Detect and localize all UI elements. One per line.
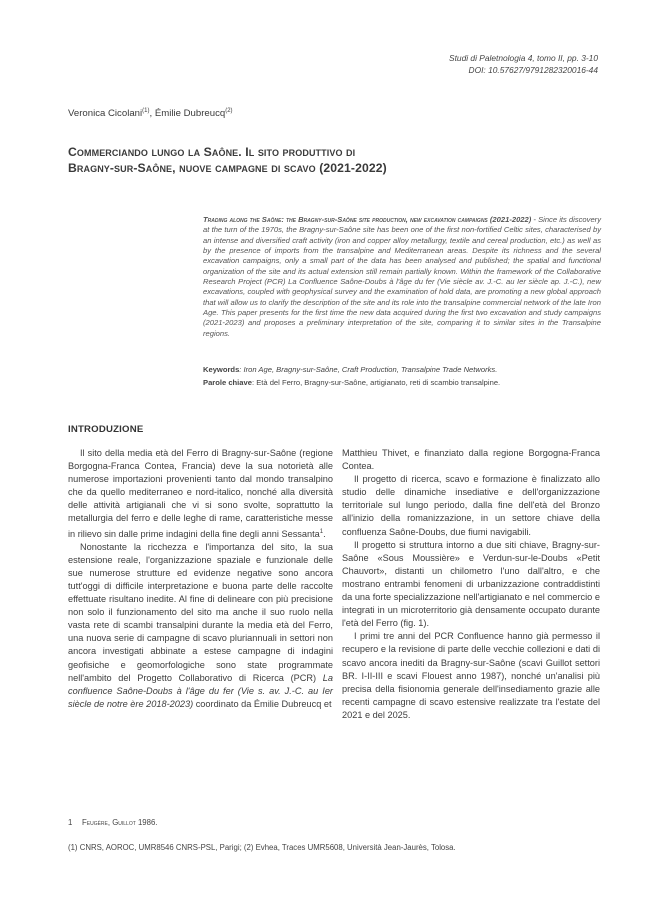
footnote-number: 1 [68, 818, 73, 827]
parole-chiave-text: : Età del Ferro, Bragny-sur-Saône, artigianato, reti di scambio transalpine. [251, 378, 501, 387]
section-heading: INTRODUZIONE [68, 424, 144, 435]
abstract [203, 215, 601, 339]
paper-title [68, 144, 538, 176]
keywords-text: : Iron Age, Bragny-sur-Saône, Craft Production, Transalpine Trade Networks. [239, 365, 498, 374]
journal-citation: Studi di Paletnologia 4, tomo II, pp. 3-10 [449, 53, 598, 63]
paragraph: I primi tre anni del PCR Confluence hanno già permesso il recupero e la revisione di parte delle vecchie collezioni e dati di scavo ancora inediti da Bragny-sur-Saône (scavi Guillot settori BR. I-II-III e scavi Flouest anno 1987), nonché un'analisi più precisa della fisionomia generale dell'insediamento grazie alle recenti campagne di scavo estensive realizzate tra l'estate del 2021 e del 2025. [342, 631, 600, 720]
body-column-right [342, 447, 600, 722]
paragraph-text: coordinato da Émilie Dubreucq et [193, 698, 332, 709]
author-name: Émilie Dubreucq [154, 108, 226, 120]
project-title: La confluence Saône-Doubs à l'âge du fer (Vie s. av. J.-C. au Ier siècle de notre ère 2018-2023) [68, 672, 333, 709]
footnote-reference: Feugère, Guillot 1986. [82, 818, 158, 827]
title-line: Commerciando lungo la Saône. Il sito produttivo di [68, 145, 356, 159]
parole-chiave-label: Parole chiave [203, 378, 252, 387]
footnote [68, 818, 157, 827]
paragraph: Il progetto di ricerca, scavo e formazione è finalizzato allo studio delle dinamiche insediative e dell'organizzazione territoriale sul lungo periodo, dalla fine dell'età del Bronzo all'inizio della romanizzazione, in un settore chiave della confluenza Saône-Doubs, due fiumi navigabili. [342, 474, 600, 537]
affiliations: (1) CNRS, AOROC, UMR8546 CNRS-PSL, Parigi; (2) Evhea, Traces UMR5608, Università Jean-Jaurès, Tolosa. [68, 843, 456, 852]
title-line: Bragny-sur-Saône, nuove campagne di scavo (2021-2022) [68, 161, 387, 175]
abstract-heading: Trading along the Saône: the Bragny-sur-Saône site production, new excavation campaigns (2021-2022) [203, 215, 532, 224]
keywords [203, 365, 601, 376]
footnote-ref: 1 [319, 528, 324, 535]
keywords-label: Keywords [203, 365, 240, 374]
author-list [68, 108, 233, 119]
affiliation-marker: (1) [142, 108, 150, 114]
journal-header [449, 52, 598, 76]
paragraph-text: . [323, 528, 326, 539]
parole-chiave [203, 378, 601, 389]
paragraph [68, 541, 333, 711]
journal-doi: DOI: 10.57627/9791282320016-44 [468, 65, 598, 75]
paragraph: Matthieu Thivet, e finanziato dalla regione Borgogna-Franca Contea. [342, 448, 600, 472]
paragraph-text: Nonostante la ricchezza e l'importanza del sito, la sua estensione reale, l'organizzazione spaziale e funzionale delle sue numerose strutture ed evidenze negative sono ancora tutt'oggi di difficile interpretazione e buona parte delle raccolte effettuate risultano inedite. Al fine di delineare con più precisione non solo il funzionamento del sito ma anche il suo ruolo nella vasta rete di scambi transalpini durante la media età del Ferro, una nuova serie di campagne di scavo pluriannuali in settori non ancora investigati abbinate a estese campagne di indagini geofisiche e geomorfologiche sono state programmate nell'ambito del Progetto Collaborativo di Ricerca (PCR) [68, 541, 333, 683]
body-column-left [68, 447, 333, 711]
abstract-body: - Since its discovery at the turn of the 1970s, the Bragny-sur-Saône site has been one of the first non-fortified Celtic sites, characterised by an intense and diversified craft activity (iron and copper alloy metallurgy, textile and cereal production, etc.) as well as by the presence of imports from the transalpine and Mediterranean areas. Despite its richness and the several excavation campaigns, only a small part of the data has been analysed and published; the spatial and functional organization of the site and its actual extension still remain partially known. Within the framework of the Collaborative Research Project (PCR) La Confluence Saône-Doubs à l'âge du fer (Vie siècle av. J.-C. au Ier siècle ap. J.-C.), new excavations, coupled with geophysical survey and the examination of hold data, are promoting a new global approach that will allow us to clarify the description of the site and its role into the transalpine commercial network of the late Iron Age. This paper presents for the first time the new data acquired during the first two excavation and study campaigns (2021-2023) and proposes a preliminary interpretation of the site, comparing it to similar sites in the Transalpine regions. [203, 215, 601, 338]
author-separator: , [149, 108, 155, 120]
author-name: Veronica Cicolani [68, 108, 143, 120]
paragraph-text: Il sito della media età del Ferro di Bragny-sur-Saône (regione Borgogna-Franca Contea, Francia) deve la sua notorietà alle numerose importazioni provenienti tanto dal mondo transalpino che da quello mediterraneo e nord-italico, nonché alla diversità delle attività artigianali che vi si sono svolte, soprattutto la metallurgia del ferro e delle leghe di rame, caratteristiche messe in rilievo sin dalle prime indagini della fine degli anni Sessanta [68, 448, 333, 539]
paragraph [68, 447, 333, 541]
affiliation-marker: (2) [225, 108, 233, 114]
paragraph: Il progetto si struttura intorno a due siti chiave, Bragny-sur-Saône «Sous Moussière» e Verdun-sur-le-Doubs «Petit Chauvort», distanti un chilometro l'uno dall'altro, e che mostrano entrambi fenomeni di urbanizzazione contraddistinti da una forte specializzazione nell'artigianato e nel commercio e integrati in un microterritorio già densamente occupato durante l'età del Ferro (fig. 1). [342, 539, 600, 629]
